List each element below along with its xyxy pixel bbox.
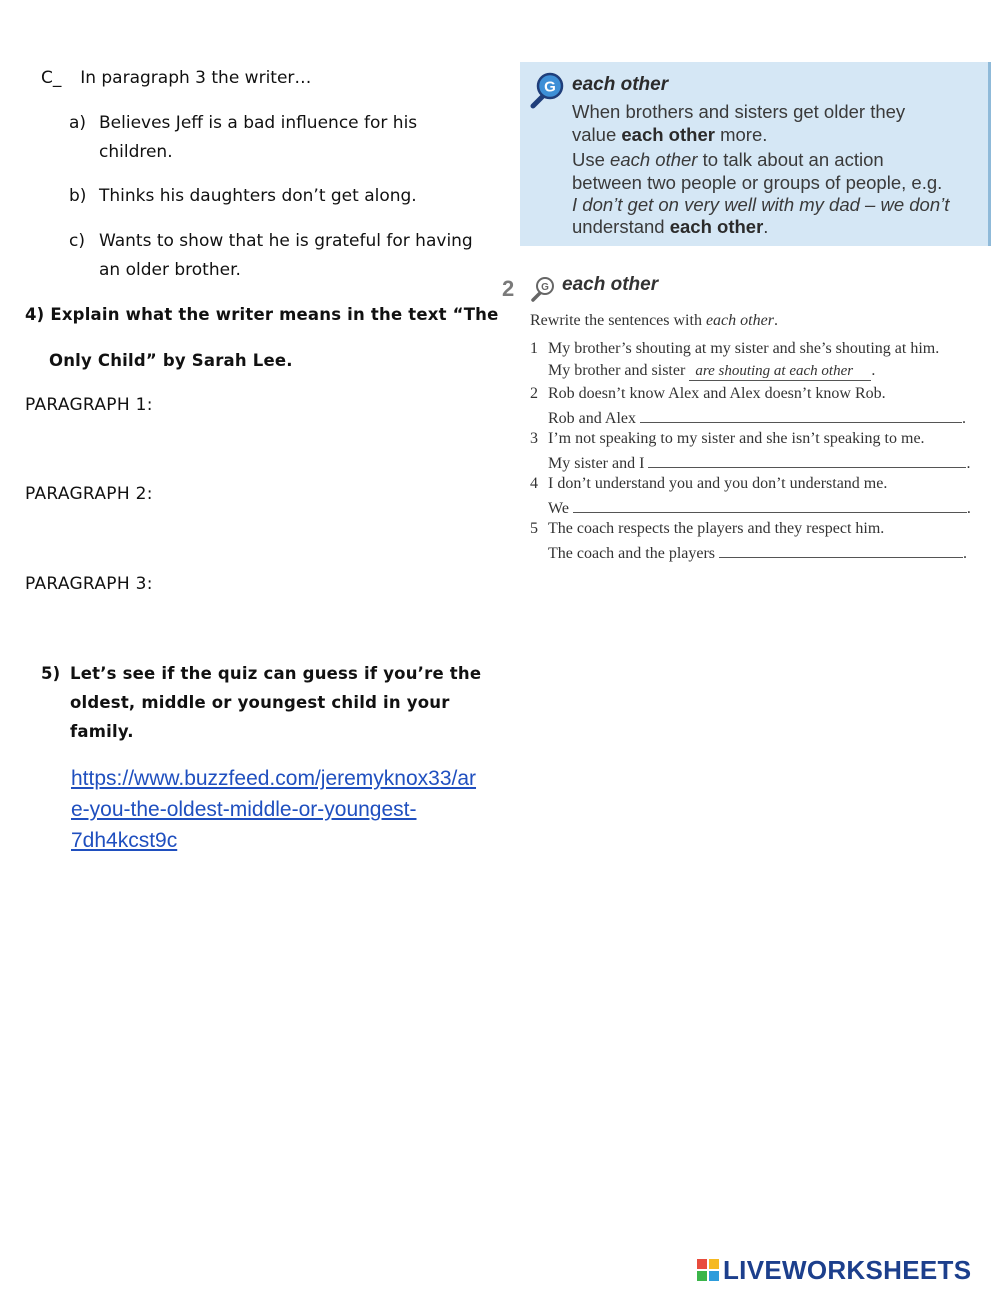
- highlight-phrase: each other: [669, 216, 764, 237]
- answer-field[interactable]: [648, 452, 966, 468]
- option-text-line2: an older brother.: [99, 260, 241, 280]
- paragraph-3-label: PARAGRAPH 3:: [25, 574, 153, 594]
- item-sentence: The coach respects the players and they respect him.: [548, 520, 885, 537]
- answer-field[interactable]: [640, 407, 962, 423]
- exercise-number: 2: [502, 276, 515, 301]
- q4-line1: 4) Explain what the writer means in the text “The: [25, 305, 499, 324]
- logo-text: LIVEWORKSHEETS: [723, 1255, 972, 1285]
- q5-number: 5): [41, 664, 61, 683]
- grammar-box-title: each other: [572, 74, 669, 95]
- item-number: 1: [530, 340, 538, 357]
- q5-line3: family.: [70, 722, 134, 741]
- italic-phrase: each other: [610, 149, 698, 170]
- option-text-line1: Thinks his daughters don’t get along.: [99, 186, 417, 206]
- item-start: Rob and Alex: [548, 410, 636, 427]
- item-sentence: I don’t understand you and you don’t understand me.: [548, 475, 888, 492]
- highlight-phrase: each other: [621, 124, 715, 145]
- exercise-item-4: 4 I don’t understand you and you don’t understand me. We .: [530, 475, 971, 517]
- item-start: The coach and the players: [548, 545, 716, 562]
- exercise-item-1: 1 My brother’s shouting at my sister and she’s shouting at him. My brother and sister are shouting at each other .: [530, 340, 940, 379]
- option-text-line1: Wants to show that he is grateful for having: [99, 231, 473, 251]
- option-label: b): [69, 186, 87, 206]
- item-number: 2: [530, 385, 538, 402]
- quiz-link[interactable]: [71, 763, 491, 856]
- q3-stem-text: In paragraph 3 the writer…: [80, 68, 312, 88]
- exercise-item-3: 3 I’m not speaking to my sister and she isn’t speaking to me. My sister and I .: [530, 430, 971, 472]
- q3-stem: [41, 64, 311, 93]
- q5-line2: oldest, middle or youngest child in your: [70, 693, 450, 712]
- item-sentence: My brother’s shouting at my sister and she’s shouting at him.: [548, 340, 940, 357]
- quiz-link-line1[interactable]: https://www.buzzfeed.com/jeremyknox33/ar: [71, 767, 477, 790]
- item-start: My brother and sister: [548, 362, 686, 379]
- item-start: My sister and I: [548, 455, 645, 472]
- item-number: 4: [530, 475, 538, 492]
- svg-text:G: G: [541, 282, 549, 293]
- item-number: 5: [530, 520, 538, 537]
- logo-squares-icon: [697, 1259, 719, 1281]
- q3-option-a[interactable]: [69, 109, 489, 167]
- exercise-item-2: 2 Rob doesn’t know Alex and Alex doesn’t know Rob. Rob and Alex .: [530, 385, 966, 427]
- magnifier-g-icon: [530, 276, 556, 302]
- grammar-box-line6: understand each other.: [572, 216, 769, 237]
- answer-field[interactable]: [719, 542, 963, 558]
- quiz-link-line3[interactable]: 7dh4kcst9c: [71, 829, 178, 852]
- grammar-box-line4: between two people or groups of people, e.g.: [572, 172, 943, 193]
- option-text-line1: Believes Jeff is a bad influence for his: [99, 113, 418, 133]
- exercise-item-5: 5 The coach respects the players and they respect him. The coach and the players .: [530, 520, 968, 562]
- q5-line1: Let’s see if the quiz can guess if you’re the: [70, 664, 482, 683]
- item-sentence: I’m not speaking to my sister and she isn’t speaking to me.: [548, 430, 925, 447]
- item-number: 3: [530, 430, 538, 447]
- exercise-title: each other: [562, 274, 659, 295]
- item-start: We: [548, 500, 569, 517]
- answer-field[interactable]: [573, 497, 967, 513]
- svg-text:G: G: [544, 78, 556, 96]
- q3-prefix: C_: [41, 68, 62, 88]
- item-sentence: Rob doesn’t know Alex and Alex doesn’t know Rob.: [548, 385, 886, 402]
- option-label: c): [69, 231, 85, 251]
- grammar-box-line1: When brothers and sisters get older they: [572, 101, 906, 122]
- option-label: a): [69, 113, 87, 133]
- grammar-box-line2: value each other more.: [572, 124, 768, 145]
- paragraph-2-label: PARAGRAPH 2:: [25, 484, 153, 504]
- exercise-instruction: Rewrite the sentences with each other.: [530, 312, 778, 329]
- grammar-box-line3: Use each other to talk about an action: [572, 149, 884, 170]
- answer-field[interactable]: are shouting at each other: [689, 363, 871, 381]
- paragraph-1-label: PARAGRAPH 1:: [25, 395, 153, 415]
- q3-option-b[interactable]: [69, 182, 489, 211]
- grammar-box-line5: I don’t get on very well with my dad – we don’t: [572, 194, 950, 215]
- option-text-line2: children.: [99, 142, 173, 162]
- q3-option-c[interactable]: [69, 227, 489, 285]
- q4-line2: Only Child” by Sarah Lee.: [49, 351, 293, 370]
- magnifier-g-icon: [527, 70, 567, 110]
- quiz-link-line2[interactable]: e-you-the-oldest-middle-or-youngest-: [71, 798, 417, 821]
